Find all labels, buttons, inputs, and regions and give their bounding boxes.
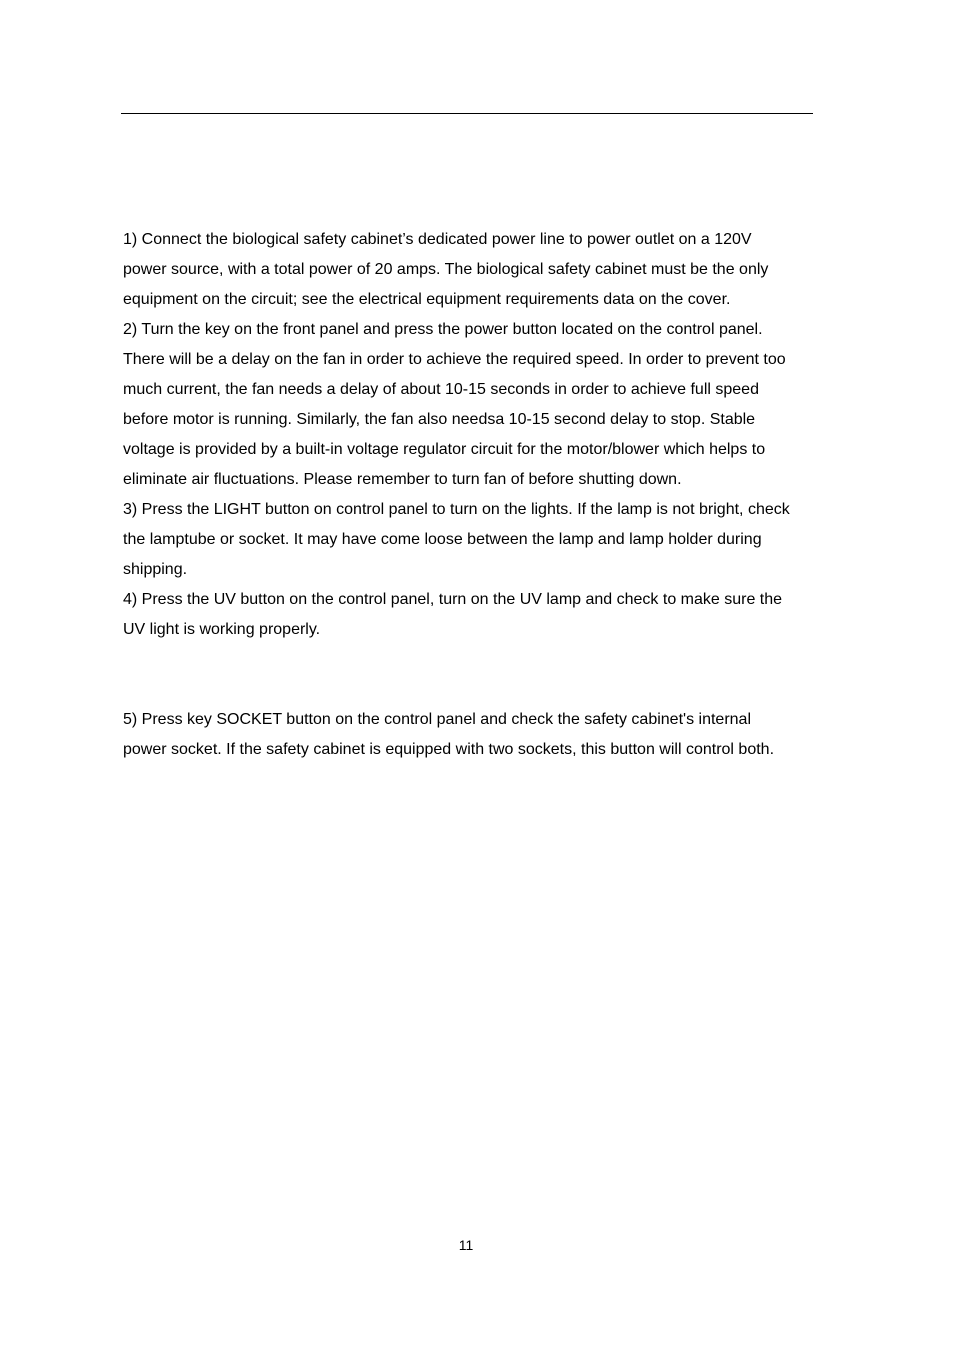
paragraph-gap bbox=[123, 645, 823, 705]
step-2-paragraph: 2) Turn the key on the front panel and press the power button located on the control panel. There will be a delay on the fan in order to achieve the required speed. In order to prevent too much current, the fan needs a delay of about 10-15 seconds in order to achieve full speed before motor is running. Similarly, the fan also needsa 10-15 second delay to stop. Stable voltage is provided by a built-in voltage regulator circuit for the motor/blower which helps to eliminate air fluctuations. Please remember to turn fan of before shutting down. bbox=[123, 321, 786, 488]
step-5-paragraph: 5) Press key SOCKET button on the control panel and check the safety cabinet's internal power socket. If the safety cabinet is equipped with two sockets, this button will control both. bbox=[123, 711, 775, 758]
step-1-paragraph: 1) Connect the biological safety cabinet’s dedicated power line to power outlet on a 120V power source, with a total power of 20 amps. The biological safety cabinet must be the only equipment on the circuit; see the electrical equipment requirements data on the cover. bbox=[123, 231, 769, 308]
header-divider bbox=[121, 113, 813, 114]
step-3-paragraph: 3) Press the LIGHT button on control panel to turn on the lights. If the lamp is not bright, check the lamptube or socket. It may have come loose between the lamp and lamp holder during shipping. bbox=[123, 501, 790, 578]
document-body bbox=[123, 225, 823, 765]
step-4-paragraph: 4) Press the UV button on the control panel, turn on the UV lamp and check to make sure the UV light is working properly. bbox=[123, 591, 783, 638]
page-number: 11 bbox=[458, 1237, 474, 1253]
